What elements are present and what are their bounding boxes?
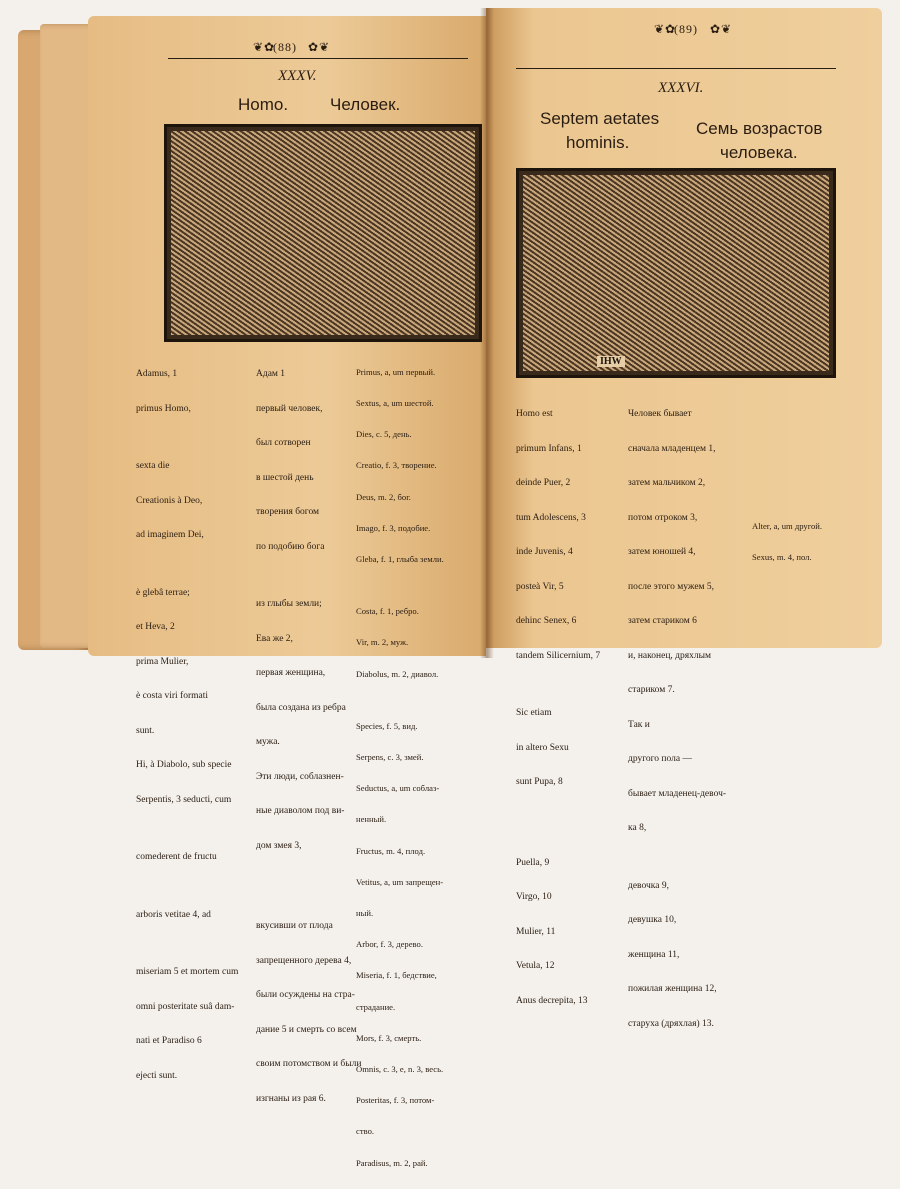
text-line: старуха (дряхлая) 13.	[628, 1018, 714, 1029]
text-line: затем мальчиком 2,	[628, 478, 706, 488]
text-line: Vetula, 12	[516, 961, 555, 971]
vocab-line: Mors, f. 3, смерть.	[356, 1032, 422, 1043]
text-line: Ева же 2,	[256, 633, 293, 644]
vocab-line: Miseria, f. 1, бедствие,	[356, 970, 437, 981]
vocab-line: Imago, f. 3, подобие.	[356, 522, 431, 533]
text-line: запрещенного дерева 4,	[256, 955, 352, 966]
text-line: сначала младенцем 1,	[628, 443, 716, 454]
vocab-line: Paradisus, m. 2, рай.	[356, 1157, 428, 1168]
text-line: Puella, 9	[516, 857, 550, 868]
book-spine	[480, 8, 494, 658]
text-line: inde Juvenis, 4	[516, 547, 573, 557]
text-line: первая женщина,	[256, 668, 326, 678]
text-line: творения богом	[256, 507, 320, 517]
woodcut-illustration	[164, 124, 482, 342]
text-line: Mulier, 11	[516, 926, 556, 937]
text-line: дом змея 3,	[256, 840, 302, 851]
chapter-number: XXXV.	[278, 68, 317, 84]
text-line: вкусивши от плода	[256, 921, 333, 931]
text-line: et Heva, 2	[136, 622, 175, 632]
vocab-line: страдание.	[356, 1001, 396, 1012]
text-line: Adamus, 1	[136, 369, 178, 379]
title-latin-line-1: Septem aetates	[540, 109, 660, 128]
text-line: Creationis à Deo,	[136, 495, 203, 506]
text-line: по подобию бога	[256, 541, 325, 552]
vocab-line: Vetitus, a, um запрещен-	[356, 876, 444, 887]
ornament-icon: ❦✿	[253, 40, 276, 54]
vocab-line: ный.	[356, 907, 374, 918]
text-line: изгнаны из рая 6.	[256, 1093, 326, 1104]
text-line: была создана из ребра	[256, 702, 346, 713]
text-line: primus Homo,	[136, 403, 191, 414]
vocab-line: Diabolus, m. 2, диавол.	[356, 668, 439, 679]
text-line: другого пола —	[628, 754, 692, 764]
vocab-line: Fructus, m. 4, плод.	[356, 845, 426, 856]
text-line: è costa viri formati	[136, 691, 209, 701]
vocab-line: Omnis, c. 3, e, n. 3, весь.	[356, 1064, 444, 1075]
text-line: arboris vetitae 4, ad	[136, 909, 211, 920]
latin-text-column	[516, 386, 600, 1030]
vocab-line: Posteritas, f. 3, потом-	[356, 1095, 435, 1106]
text-line: Sic etiam	[516, 708, 552, 718]
text-line: miseriam 5 et mortem cum	[136, 967, 239, 977]
text-line: Так и	[628, 719, 650, 730]
vocab-line: Alter, a, um другой.	[752, 520, 823, 531]
woodcut-monogram: IHW	[597, 356, 625, 367]
vocab-line: Sexus, m. 4, пол.	[752, 552, 812, 563]
text-line: ad imaginem Dei,	[136, 530, 204, 540]
text-line: primum Infans, 1	[516, 443, 582, 454]
text-line: пожилая женщина 12,	[628, 984, 717, 994]
page-number-left: (88)	[273, 40, 297, 54]
text-line: ка 8,	[628, 823, 647, 833]
text-line: своим потомством и были	[256, 1059, 362, 1069]
text-line: девочка 9,	[628, 880, 669, 891]
text-line: стариком 7.	[628, 685, 675, 695]
vocab-line: Species, f. 5, вид.	[356, 720, 418, 731]
text-line: Virgo, 10	[516, 892, 552, 902]
vocab-line: Deus, m. 2, бог.	[356, 491, 411, 502]
text-line: omni posteritate suâ dam-	[136, 1001, 235, 1012]
vocabulary-column	[356, 346, 444, 1189]
vocab-line: Vir, m. 2, муж.	[356, 637, 409, 648]
right-page	[486, 8, 882, 1029]
title-russian: Человек.	[330, 95, 401, 114]
chapter-number: XXXVI.	[658, 80, 704, 96]
vocab-line: Creatio, f. 3, творение.	[356, 460, 437, 471]
text-line: comederent de fructu	[136, 852, 217, 862]
title-latin-line-2: hominis.	[566, 133, 630, 152]
text-line: мужа.	[256, 737, 280, 747]
ornament-icon: ✿❦	[710, 22, 733, 36]
vocab-line: Primus, a, um первый.	[356, 366, 436, 377]
vocab-line: Seductus, a, um соблаз-	[356, 783, 440, 794]
title-russian-line-2: человека.	[720, 143, 798, 162]
vocab-line: Gleba, f. 1, глыба земли.	[356, 554, 444, 565]
text-line: и, наконец, дряхлым	[628, 650, 711, 661]
header-rule	[516, 68, 836, 69]
text-line: из глыбы земли;	[256, 599, 322, 609]
vocab-line: Sextus, a, um шестой.	[356, 398, 434, 409]
text-line: posteà Vir, 5	[516, 581, 564, 592]
russian-text-column	[628, 386, 726, 1053]
text-line: потом отроком 3,	[628, 512, 698, 523]
left-page	[88, 16, 486, 1168]
vocab-line: Serpens, c. 3, змей.	[356, 751, 424, 762]
ornament-icon: ✿❦	[308, 40, 331, 54]
text-line: deinde Puer, 2	[516, 478, 571, 488]
text-line: Адам 1	[256, 369, 286, 379]
russian-text-column	[256, 346, 361, 1128]
vocab-line: Dies, c. 5, день.	[356, 429, 412, 440]
woodcut-illustration	[516, 168, 836, 378]
text-line: Homo est	[516, 409, 553, 419]
text-line: Anus decrepita, 13	[516, 995, 588, 1006]
text-line: Serpentis, 3 seducti, cum	[136, 794, 232, 805]
latin-text-column	[136, 346, 238, 1105]
text-line: был сотворен	[256, 438, 311, 448]
text-line: затем юношей 4,	[628, 547, 696, 557]
text-line: tandem Silicernium, 7	[516, 650, 601, 661]
text-line: Эти люди, соблазнен-	[256, 771, 344, 782]
text-line: ejecti sunt.	[136, 1070, 178, 1081]
text-line: è glebâ terrae;	[136, 587, 190, 598]
text-line: in altero Sexu	[516, 742, 569, 753]
text-line: dehinc Senex, 6	[516, 616, 577, 626]
header-rule	[168, 58, 468, 59]
text-line: sunt.	[136, 725, 155, 736]
text-line: бывает младенец-девоч-	[628, 788, 727, 799]
vocabulary-column	[752, 500, 822, 583]
text-line: Hi, à Diabolo, sub specie	[136, 760, 232, 770]
vocab-line: Arbor, f. 3, дерево.	[356, 939, 423, 950]
text-line: Человек бывает	[628, 409, 692, 419]
text-line: женщина 11,	[628, 949, 680, 960]
text-line: затем стариком 6	[628, 616, 697, 626]
text-line: sexta die	[136, 461, 170, 471]
text-line: в шестой день	[256, 472, 314, 483]
page-number-right: (89)	[674, 22, 698, 36]
text-line: первый человек,	[256, 403, 323, 414]
vocab-line: ство.	[356, 1126, 375, 1137]
text-line: были осуждены на стра-	[256, 990, 355, 1000]
text-line: sunt Pupa, 8	[516, 777, 563, 787]
text-line: nati et Paradiso 6	[136, 1036, 202, 1046]
ornament-icon: ❦✿	[654, 22, 677, 36]
text-line: дание 5 и смерть со всем	[256, 1024, 357, 1035]
text-line: prima Mulier,	[136, 656, 189, 667]
text-line: tum Adolescens, 3	[516, 512, 586, 523]
text-line: девушка 10,	[628, 915, 677, 925]
text-line: после этого мужем 5,	[628, 581, 715, 592]
title-russian-line-1: Семь возрастов	[696, 119, 823, 138]
vocab-line: Costa, f. 1, ребро.	[356, 606, 419, 617]
title-latin: Homo.	[238, 95, 289, 114]
text-line: ные диаволом под ви-	[256, 806, 345, 816]
vocab-line: ненный.	[356, 814, 387, 825]
